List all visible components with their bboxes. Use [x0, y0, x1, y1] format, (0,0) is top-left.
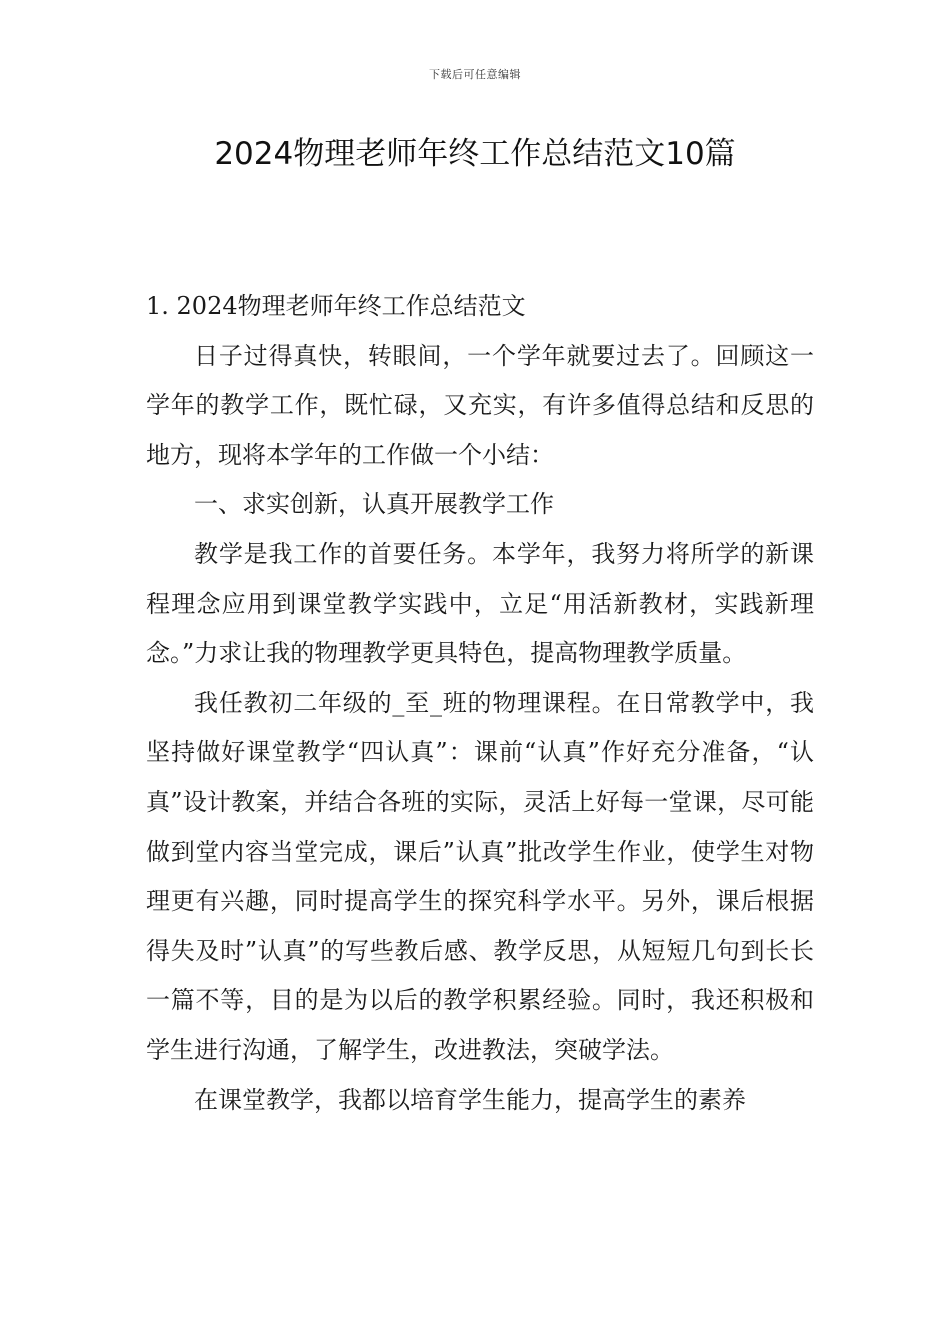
header-note: 下载后可任意编辑 [429, 68, 521, 81]
paragraph-classroom: 在课堂教学，我都以培育学生能力，提高学生的素养 [194, 1085, 746, 1114]
section-heading: 1. 2024物理老师年终工作总结范文 [146, 292, 526, 320]
paragraph-subheading: 一、求实创新，认真开展教学工作 [194, 490, 554, 519]
paragraph-intro: 日子过得真快，转眼间，一个学年就要过去了。回顾这一学年的教学工作，既忙碌，又充实，有许多值得总结和反思的地方，现将本学年的工作做一个小结： [146, 341, 814, 469]
paragraph-teaching: 教学是我工作的首要任务。本学年，我努力将所学的新课程理念应用到课堂教学实践中，立足“用活新教材，实践新理念。”力求让我的物理教学更具特色，提高物理教学质量。 [146, 539, 814, 668]
paragraph-daily-teaching: 我任教初二年级的_至_班的物理课程。在日常教学中，我坚持做好课堂教学“四认真”：课前“认真”作好充分准备，“认真”设计教案，并结合各班的实际，灵活上好每一堂课，尽可能做到堂内容当堂完成，课后”认真”批改学生作业，使学生对物理更有兴趣，同时提高学生的探究科学水平。另外，课后根据得失及时”认真”的写些教后感、教学反思，从短短几句到长长一篇不等，目的是为以后的教学积累经验。同时，我还积极和学生进行沟通，了解学生，改进教法，突破学法。 [146, 688, 814, 1064]
document-body [146, 282, 814, 1125]
document-title: 2024物理老师年终工作总结范文10篇 [214, 136, 736, 172]
